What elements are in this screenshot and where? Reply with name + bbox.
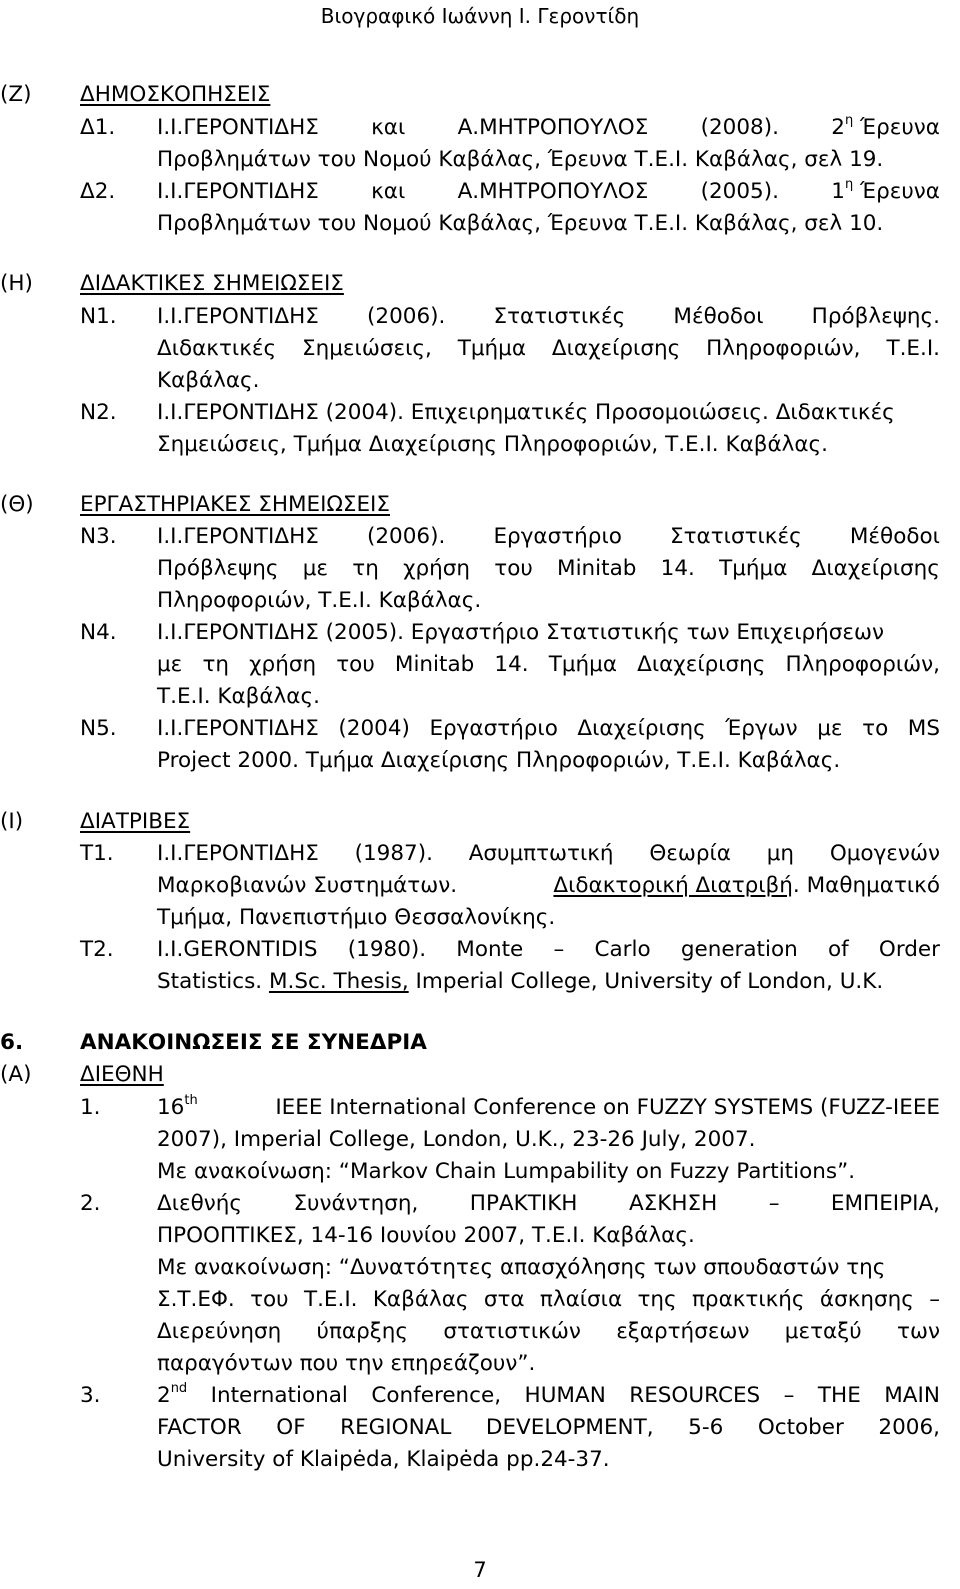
section-mark-z: (Ζ) [0, 82, 32, 107]
entry-label-d2: Δ2. [80, 179, 116, 204]
entry-label-d1: Δ1. [80, 115, 116, 140]
entry-c2-line2: ΠΡΟΟΠΤΙΚΕΣ, 14-16 Ιουνίου 2007, Τ.Ε.Ι. Καβάλας. [157, 1223, 695, 1248]
section-title-international: ΔΙΕΘΝΗ [80, 1062, 164, 1087]
entry-n2-line1: Ι.Ι.ΓΕΡΟΝΤΙΔΗΣ (2004). Επιχειρηματικές Προσομοιώσεις. Διδακτικές [157, 400, 895, 425]
entry-c2-line6: παραγόντων που την επηρεάζουν”. [157, 1351, 536, 1376]
entry-d2-line1: Ι.Ι.ΓΕΡΟΝΤΙΔΗΣ και Α.ΜΗΤΡΟΠΟΥΛΟΣ (2005). $1^\eta$ Έρευνα [157, 177, 940, 204]
entry-label-c3: 3. [80, 1383, 101, 1408]
entry-c2-line5: Διερεύνηση ύπαρξης στατιστικών εξαρτήσεων μεταξύ των [157, 1319, 940, 1344]
doctoral-thesis-label: Διδακτορική Διατριβή [553, 873, 793, 898]
entry-c3-line1: 2nd International Conference, HUMAN RESOURCES – THE MAIN [157, 1381, 940, 1408]
entry-c3-line3: University of Klaipėda, Klaipėda pp.24-37. [157, 1447, 610, 1472]
section-title-theses: ΔΙΑΤΡΙΒΕΣ [80, 809, 191, 834]
entry-n3-line1: Ι.Ι.ΓΕΡΟΝΤΙΔΗΣ (2006). Εργαστήριο Στατιστικές Μέθοδοι [157, 524, 940, 549]
entry-c3-line2: FACTOR OF REGIONAL DEVELOPMENT, 5-6 October 2006, [157, 1415, 940, 1440]
entry-c2-line3: Με ανακοίνωση: “Δυνατότητες απασχόλησης των σπουδαστών της [157, 1255, 886, 1280]
entry-t1-line3: Τμήμα, Πανεπιστήμιο Θεσσαλονίκης. [157, 905, 556, 930]
entry-c2-line4: Σ.Τ.ΕΦ. του Τ.Ε.Ι. Καβάλας στα πλαίσια της πρακτικής άσκησης – [157, 1287, 940, 1312]
section-title-lab-notes: ΕΡΓΑΣΤΗΡΙΑΚΕΣ ΣΗΜΕΙΩΣΕΙΣ [80, 492, 390, 517]
section-mark-i: (Ι) [0, 809, 24, 834]
entry-n5-line1: Ι.Ι.ΓΕΡΟΝΤΙΔΗΣ (2004) Εργαστήριο Διαχείρισης Έργων με το MS [157, 716, 940, 741]
entry-n3-line3: Πληροφοριών, Τ.Ε.Ι. Καβάλας. [157, 588, 482, 613]
entry-n1-line1: Ι.Ι.ΓΕΡΟΝΤΙΔΗΣ (2006). Στατιστικές Μέθοδοι Πρόβλεψης. [157, 304, 940, 329]
section-title-polls: ΔΗΜΟΣΚΟΠΗΣΕΙΣ [80, 82, 271, 107]
entry-c2-line1: Διεθνής Συνάντηση, ΠΡΑΚΤΙΚΗ ΑΣΚΗΣΗ – ΕΜΠΕΙΡΙΑ, [157, 1191, 940, 1216]
msc-thesis-label: M.Sc. Thesis, [268, 969, 409, 994]
entry-d1-line2: Προβλημάτων του Νομού Καβάλας, Έρευνα Τ.Ε.Ι. Καβάλας, σελ 19. [157, 147, 884, 172]
entry-n1-line2: Διδακτικές Σημειώσεις, Τμήμα Διαχείρισης Πληροφοριών, Τ.Ε.Ι. [157, 336, 940, 361]
section-mark-th: (Θ) [0, 492, 34, 517]
entry-n4-line2: με τη χρήση του Minitab 14. Τμήμα Διαχείρισης Πληροφοριών, [157, 652, 940, 677]
entry-n1-line3: Καβάλας. [157, 368, 260, 393]
entry-label-n5: Ν5. [80, 716, 117, 741]
entry-label-n1: Ν1. [80, 304, 117, 329]
entry-n4-line3: Τ.Ε.Ι. Καβάλας. [157, 684, 320, 709]
section-mark-a: (Α) [0, 1062, 32, 1087]
entry-label-n3: Ν3. [80, 524, 117, 549]
entry-t1-line2: Μαρκοβιανών Συστημάτων. Διδακτορική Διατριβή. Μαθηματικό [157, 873, 940, 898]
section-title-teaching-notes: ΔΙΔΑΚΤΙΚΕΣ ΣΗΜΕΙΩΣΕΙΣ [80, 271, 344, 296]
entry-label-t1: Τ1. [80, 841, 114, 866]
entry-d2-line2: Προβλημάτων του Νομού Καβάλας, Έρευνα Τ.Ε.Ι. Καβάλας, σελ 10. [157, 211, 884, 236]
entry-t2-line1: Ι.Ι.GERONTIDIS (1980). Monte – Carlo generation of Order [157, 937, 940, 962]
chapter-title-conferences: ΑΝΑΚΟΙΝΩΣΕΙΣ ΣΕ ΣΥΝΕΔΡΙΑ [80, 1030, 427, 1055]
entry-n2-line2: Σημειώσεις, Τμήμα Διαχείρισης Πληροφοριών, Τ.Ε.Ι. Καβάλας. [157, 432, 828, 457]
entry-t1-line1: Ι.Ι.ΓΕΡΟΝΤΙΔΗΣ (1987). Ασυμπτωτική Θεωρία μη Ομογενών [157, 841, 940, 866]
entry-c1-line1: 16th IEEE International Conference on FUZZY SYSTEMS (FUZZ-IEEE [157, 1093, 940, 1120]
section-mark-h: (Η) [0, 271, 33, 296]
chapter-number: 6. [0, 1030, 24, 1055]
page-number: 7 [473, 1558, 487, 1582]
running-header: Βιογραφικό Ιωάννη Ι. Γεροντίδη [320, 4, 640, 28]
entry-label-t2: Τ2. [80, 937, 114, 962]
entry-c1-line3: Με ανακοίνωση: “Markov Chain Lumpability on Fuzzy Partitions”. [157, 1159, 856, 1184]
entry-label-c2: 2. [80, 1191, 101, 1216]
entry-label-c1: 1. [80, 1095, 101, 1120]
entry-n3-line2: Πρόβλεψης με τη χρήση του Minitab 14. Τμήμα Διαχείρισης [157, 556, 940, 581]
entry-t2-line2: Statistics. M.Sc. Thesis, Imperial College, University of London, U.K. [157, 969, 884, 994]
entry-n4-line1: Ι.Ι.ΓΕΡΟΝΤΙΔΗΣ (2005). Εργαστήριο Στατιστικής των Επιχειρήσεων [157, 620, 885, 645]
entry-label-n2: Ν2. [80, 400, 117, 425]
entry-n5-line2: Project 2000. Τμήμα Διαχείρισης Πληροφοριών, Τ.Ε.Ι. Καβάλας. [157, 748, 841, 773]
entry-c1-line2: 2007), Imperial College, London, U.K., 23-26 July, 2007. [157, 1127, 756, 1152]
entry-label-n4: Ν4. [80, 620, 117, 645]
entry-d1-line1: Ι.Ι.ΓΕΡΟΝΤΙΔΗΣ και Α.ΜΗΤΡΟΠΟΥΛΟΣ (2008). $2^\eta$ Έρευνα [157, 113, 940, 140]
